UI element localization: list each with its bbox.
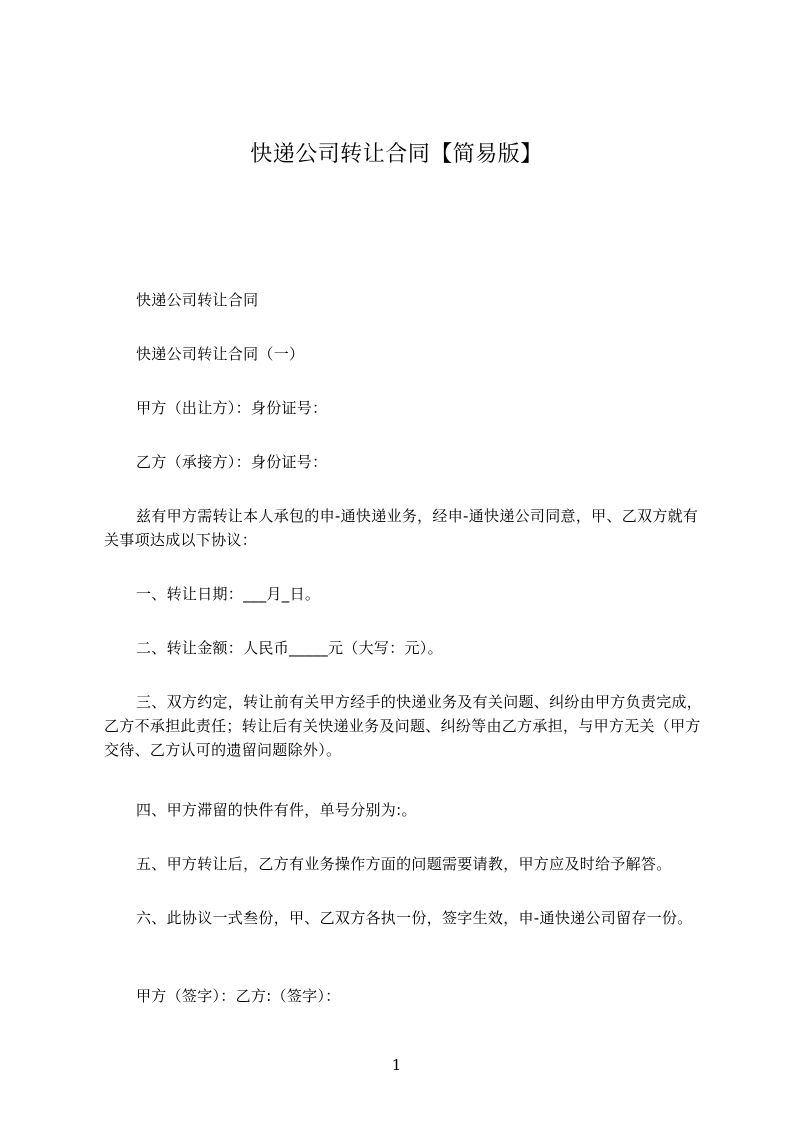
clause-5: 五、甲方转让后，乙方有业务操作方面的问题需要请教，甲方应及时给予解答。 <box>136 855 672 873</box>
clause-1: 一、转让日期：___月_日。 <box>136 585 321 603</box>
paragraph-party-a: 甲方（出让方）：身份证号： <box>136 399 328 417</box>
clause-3: 三、双方约定，转让前有关甲方经手的快递业务及有关问题、纠纷由甲方负责完成，乙方不承担此责任；转让后有关快递业务及问题、纠纷等由乙方承担，与甲方无关（甲方交待、乙方认可的遗留问题除外）。 <box>104 693 703 759</box>
clause-4: 四、甲方滞留的快件有件，单号分别为:。 <box>136 801 417 819</box>
clause-2: 二、转让金额：人民币_____元（大写：元）。 <box>136 639 443 657</box>
paragraph-party-b: 乙方（承接方）：身份证号： <box>136 453 328 471</box>
page-number: 1 <box>391 1056 402 1074</box>
clause-6: 六、此协议一式叁份，甲、乙双方各执一份，签字生效，申-通快递公司留存一份。 <box>136 909 693 927</box>
paragraph-preamble: 兹有甲方需转让本人承包的申-通快递业务，经申-通快递公司同意，甲、乙双方就有关事项达成以下协议： <box>104 507 699 549</box>
paragraph-heading: 快递公司转让合同 <box>136 291 259 309</box>
signature-line: 甲方（签字）：乙方:（签字）： <box>136 987 341 1005</box>
paragraph-subheading: 快递公司转让合同（一） <box>136 345 305 363</box>
document-title: 快递公司转让合同【简易版】 <box>250 142 543 167</box>
